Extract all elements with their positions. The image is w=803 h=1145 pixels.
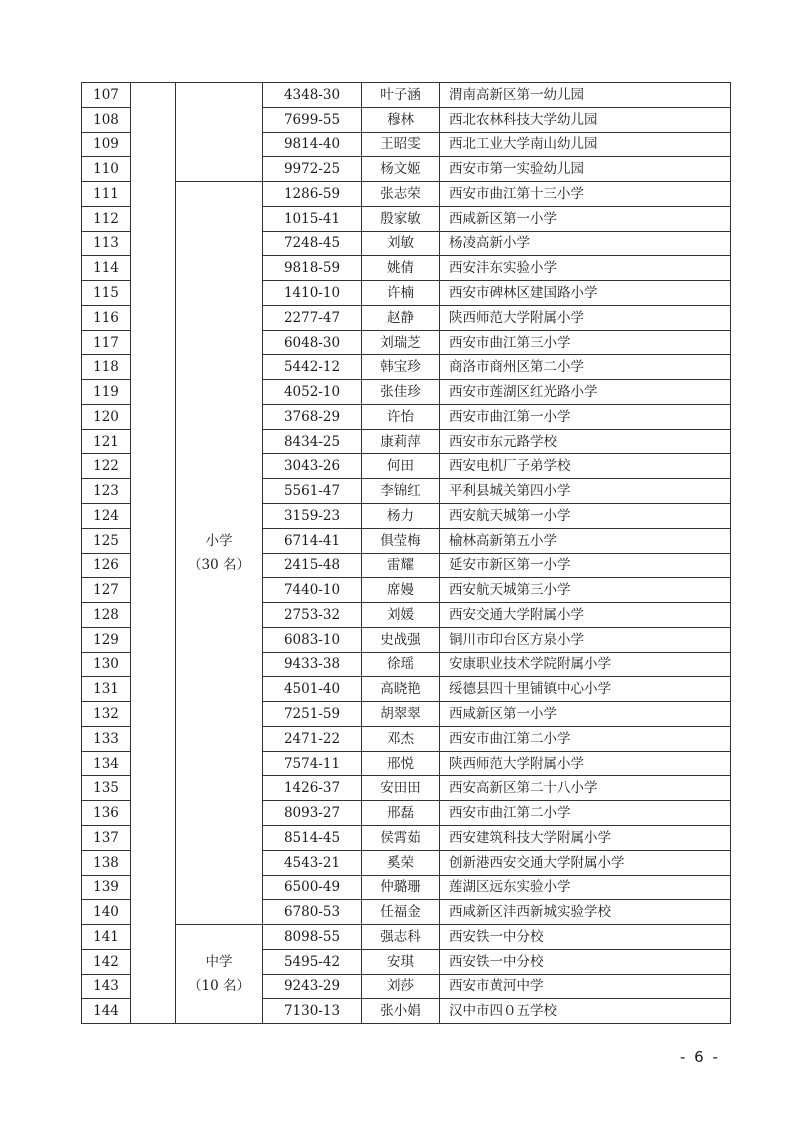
work-unit: 西安高新区第二十八小学 — [440, 776, 731, 801]
person-name: 赵静 — [362, 305, 440, 330]
person-name: 徐瑶 — [362, 652, 440, 677]
work-unit: 绥德县四十里铺镇中心小学 — [440, 677, 731, 702]
category-cell-primary — [176, 182, 263, 925]
entry-code: 8093-27 — [263, 801, 362, 826]
work-unit: 西安市曲江第二小学 — [440, 726, 731, 751]
entry-code: 5561-47 — [263, 479, 362, 504]
entry-code: 2471-22 — [263, 726, 362, 751]
person-name: 殷家敏 — [362, 206, 440, 231]
person-name: 高晓艳 — [362, 677, 440, 702]
person-name: 仲璐珊 — [362, 875, 440, 900]
person-name: 胡翠翠 — [362, 702, 440, 727]
entry-code: 7440-10 — [263, 578, 362, 603]
row-number: 142 — [82, 949, 131, 974]
work-unit: 汉中市四０五学校 — [440, 999, 731, 1024]
work-unit: 渭南高新区第一幼儿园 — [440, 83, 731, 108]
entry-code: 2277-47 — [263, 305, 362, 330]
person-name: 刘瑞芝 — [362, 330, 440, 355]
person-name: 席嫚 — [362, 578, 440, 603]
work-unit: 西安市第一实验幼儿园 — [440, 157, 731, 182]
category-label: 小学 — [205, 533, 233, 550]
row-number: 120 — [82, 404, 131, 429]
person-name: 叶子涵 — [362, 83, 440, 108]
entry-code: 9818-59 — [263, 256, 362, 281]
entry-code: 7248-45 — [263, 231, 362, 256]
work-unit: 西安电机厂子弟学校 — [440, 454, 731, 479]
work-unit: 西安市曲江第十三小学 — [440, 182, 731, 207]
work-unit: 西安铁一中分校 — [440, 925, 731, 950]
work-unit: 西安市碑林区建国路小学 — [440, 281, 731, 306]
person-name: 安田田 — [362, 776, 440, 801]
row-number: 123 — [82, 479, 131, 504]
table-row — [82, 925, 731, 950]
entry-code: 6048-30 — [263, 330, 362, 355]
row-number: 115 — [82, 281, 131, 306]
row-number: 127 — [82, 578, 131, 603]
person-name: 侯霄茹 — [362, 825, 440, 850]
person-name: 奚荣 — [362, 850, 440, 875]
entry-code: 6780-53 — [263, 900, 362, 925]
entry-code: 3043-26 — [263, 454, 362, 479]
work-unit: 西安市曲江第二小学 — [440, 801, 731, 826]
row-number: 136 — [82, 801, 131, 826]
person-name: 任福金 — [362, 900, 440, 925]
row-number: 113 — [82, 231, 131, 256]
entry-code: 1015-41 — [263, 206, 362, 231]
person-name: 康莉萍 — [362, 429, 440, 454]
person-name: 王昭雯 — [362, 132, 440, 157]
work-unit: 平利县城关第四小学 — [440, 479, 731, 504]
person-name: 刘媛 — [362, 603, 440, 628]
row-number: 140 — [82, 900, 131, 925]
person-name: 韩宝珍 — [362, 355, 440, 380]
work-unit: 西安市黄河中学 — [440, 974, 731, 999]
work-unit: 西北工业大学南山幼儿园 — [440, 132, 731, 157]
entry-code: 7699-55 — [263, 107, 362, 132]
entry-code: 4348-30 — [263, 83, 362, 108]
category-cell-kindergarten-continued — [176, 83, 263, 182]
row-number: 132 — [82, 702, 131, 727]
person-name: 杨文姬 — [362, 157, 440, 182]
row-number: 138 — [82, 850, 131, 875]
entry-code: 5495-42 — [263, 949, 362, 974]
work-unit: 西安交通大学附属小学 — [440, 603, 731, 628]
award-list-table — [81, 82, 731, 1024]
work-unit: 西北农林科技大学幼儿园 — [440, 107, 731, 132]
entry-code: 4543-21 — [263, 850, 362, 875]
person-name: 安琪 — [362, 949, 440, 974]
row-number: 137 — [82, 825, 131, 850]
entry-code: 6714-41 — [263, 528, 362, 553]
work-unit: 安康职业技术学院附属小学 — [440, 652, 731, 677]
work-unit: 西咸新区沣西新城实验学校 — [440, 900, 731, 925]
row-number: 119 — [82, 380, 131, 405]
person-name: 史战强 — [362, 627, 440, 652]
entry-code: 3159-23 — [263, 504, 362, 529]
entry-code: 1286-59 — [263, 182, 362, 207]
row-number: 109 — [82, 132, 131, 157]
table-row — [82, 83, 731, 108]
person-name: 许怡 — [362, 404, 440, 429]
entry-code: 8514-45 — [263, 825, 362, 850]
row-number: 134 — [82, 751, 131, 776]
entry-code: 8098-55 — [263, 925, 362, 950]
work-unit: 西咸新区第一小学 — [440, 702, 731, 727]
entry-code: 9972-25 — [263, 157, 362, 182]
row-number: 126 — [82, 553, 131, 578]
person-name: 邓杰 — [362, 726, 440, 751]
entry-code: 7251-59 — [263, 702, 362, 727]
person-name: 雷耀 — [362, 553, 440, 578]
entry-code: 4052-10 — [263, 380, 362, 405]
row-number: 130 — [82, 652, 131, 677]
entry-code: 9243-29 — [263, 974, 362, 999]
person-name: 张小娟 — [362, 999, 440, 1024]
entry-code: 6500-49 — [263, 875, 362, 900]
work-unit: 西咸新区第一小学 — [440, 206, 731, 231]
entry-code: 5442-12 — [263, 355, 362, 380]
row-number: 110 — [82, 157, 131, 182]
person-name: 邢磊 — [362, 801, 440, 826]
work-unit: 西安建筑科技大学附属小学 — [440, 825, 731, 850]
row-number: 131 — [82, 677, 131, 702]
work-unit: 西安铁一中分校 — [440, 949, 731, 974]
row-number: 122 — [82, 454, 131, 479]
work-unit: 铜川市印台区方泉小学 — [440, 627, 731, 652]
entry-code: 2753-32 — [263, 603, 362, 628]
row-number: 125 — [82, 528, 131, 553]
person-name: 杨力 — [362, 504, 440, 529]
row-number: 141 — [82, 925, 131, 950]
work-unit: 西安航天城第三小学 — [440, 578, 731, 603]
person-name: 俱莹梅 — [362, 528, 440, 553]
row-number: 116 — [82, 305, 131, 330]
work-unit: 榆林高新第五小学 — [440, 528, 731, 553]
work-unit: 创新港西安交通大学附属小学 — [440, 850, 731, 875]
row-number: 121 — [82, 429, 131, 454]
table-row — [82, 182, 731, 207]
person-name: 何田 — [362, 454, 440, 479]
entry-code: 3768-29 — [263, 404, 362, 429]
person-name: 邢悦 — [362, 751, 440, 776]
row-number: 117 — [82, 330, 131, 355]
person-name: 张志荣 — [362, 182, 440, 207]
row-number: 144 — [82, 999, 131, 1024]
row-number: 112 — [82, 206, 131, 231]
person-name: 强志科 — [362, 925, 440, 950]
entry-code: 9433-38 — [263, 652, 362, 677]
row-number: 118 — [82, 355, 131, 380]
row-number: 114 — [82, 256, 131, 281]
person-name: 刘敏 — [362, 231, 440, 256]
entry-code: 9814-40 — [263, 132, 362, 157]
person-name: 许楠 — [362, 281, 440, 306]
row-number: 111 — [82, 182, 131, 207]
work-unit: 陕西师范大学附属小学 — [440, 751, 731, 776]
group-column-cell — [131, 83, 176, 1024]
work-unit: 西安市东元路学校 — [440, 429, 731, 454]
work-unit: 杨凌高新小学 — [440, 231, 731, 256]
person-name: 张佳珍 — [362, 380, 440, 405]
work-unit: 西安市莲湖区红光路小学 — [440, 380, 731, 405]
work-unit: 西安沣东实验小学 — [440, 256, 731, 281]
row-number: 107 — [82, 83, 131, 108]
category-count: （30 名） — [188, 557, 250, 574]
entry-code: 2415-48 — [263, 553, 362, 578]
person-name: 穆林 — [362, 107, 440, 132]
person-name: 李锦红 — [362, 479, 440, 504]
entry-code: 4501-40 — [263, 677, 362, 702]
work-unit: 西安市曲江第一小学 — [440, 404, 731, 429]
category-cell-middle — [176, 925, 263, 1024]
row-number: 124 — [82, 504, 131, 529]
entry-code: 1410-10 — [263, 281, 362, 306]
person-name: 姚倩 — [362, 256, 440, 281]
row-number: 108 — [82, 107, 131, 132]
row-number: 135 — [82, 776, 131, 801]
entry-code: 7130-13 — [263, 999, 362, 1024]
category-count: （10 名） — [188, 978, 250, 995]
work-unit: 延安市新区第一小学 — [440, 553, 731, 578]
work-unit: 商洛市商州区第二小学 — [440, 355, 731, 380]
row-number: 133 — [82, 726, 131, 751]
category-label: 中学 — [205, 954, 233, 971]
work-unit: 陕西师范大学附属小学 — [440, 305, 731, 330]
person-name: 刘莎 — [362, 974, 440, 999]
entry-code: 7574-11 — [263, 751, 362, 776]
row-number: 143 — [82, 974, 131, 999]
row-number: 128 — [82, 603, 131, 628]
entry-code: 6083-10 — [263, 627, 362, 652]
table-body — [82, 83, 731, 1024]
entry-code: 1426-37 — [263, 776, 362, 801]
entry-code: 8434-25 — [263, 429, 362, 454]
work-unit: 西安航天城第一小学 — [440, 504, 731, 529]
work-unit: 莲湖区远东实验小学 — [440, 875, 731, 900]
page-number: - 6 - — [680, 1048, 720, 1066]
work-unit: 西安市曲江第三小学 — [440, 330, 731, 355]
row-number: 139 — [82, 875, 131, 900]
row-number: 129 — [82, 627, 131, 652]
